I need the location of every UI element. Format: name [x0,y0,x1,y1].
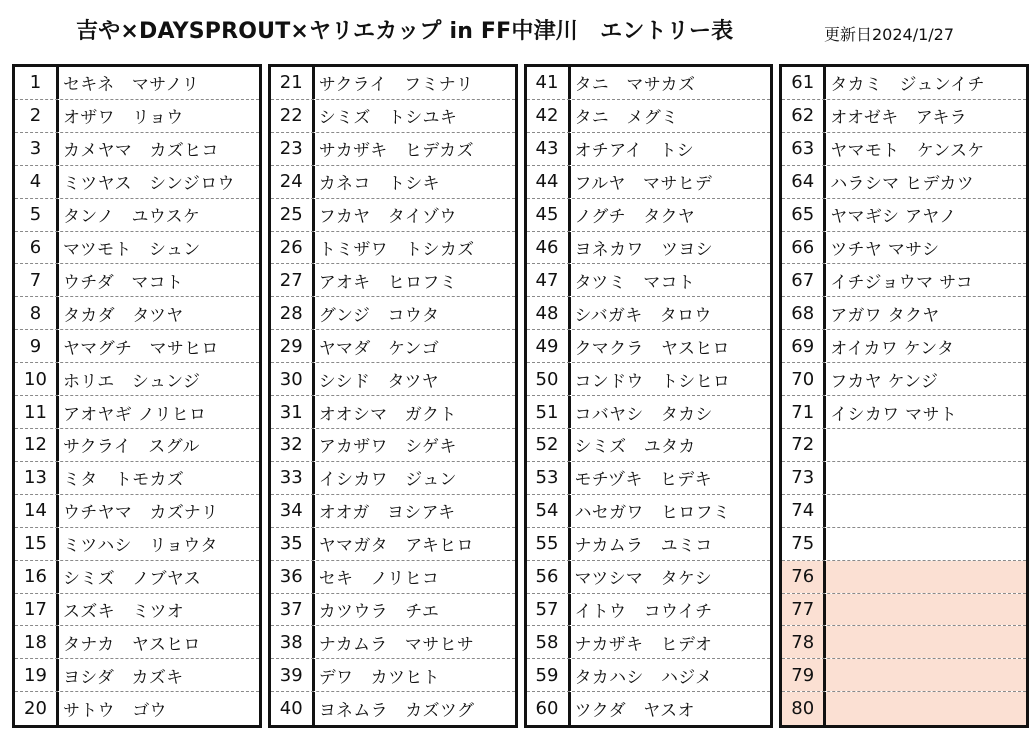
entry-row [782,396,1026,429]
entry-number: 13 [15,462,59,494]
entry-row [271,626,515,659]
entry-name: フカヤ タイゾウ [318,207,457,228]
entry-number: 54 [527,495,571,527]
entry-name: ホリエ シュンジ [63,371,201,392]
entry-row [15,528,259,561]
entry-name: オオシマ ガクト [318,404,457,425]
entry-name: カメヤマ カズヒコ [63,141,219,162]
entry-row [271,528,515,561]
entry-row [271,429,515,462]
entry-number: 27 [271,264,315,296]
entry-row [782,166,1026,199]
entry-row [527,594,771,627]
entry-name: マツシマ タケシ [574,569,713,590]
entry-name: サクライ スグル [63,437,200,458]
entry-row [15,330,259,363]
entry-number: 4 [15,166,59,198]
entry-row [527,166,771,199]
entry-number: 79 [782,659,826,691]
entry-row [271,199,515,232]
entry-row [271,692,515,725]
entry-name: アカザワ シゲキ [318,437,457,458]
entry-number: 57 [527,594,571,626]
entry-number: 10 [15,363,59,395]
entry-name: フカヤ ケンジ [830,371,939,392]
entry-name: シバガキ タロウ [574,305,712,326]
page-header [0,0,1035,64]
entry-number: 62 [782,100,826,132]
entry-row [782,363,1026,396]
entry-number: 41 [527,67,571,99]
entry-column-1 [12,64,262,728]
entry-row [782,133,1026,166]
entry-name: セキ ノリヒコ [318,569,440,590]
entry-name: サトウ ゴウ [63,701,167,722]
entry-name [826,429,1026,461]
entry-number: 15 [15,528,59,560]
entry-row [15,297,259,330]
entry-name: ナカムラ ユミコ [574,536,713,557]
entry-number: 35 [271,528,315,560]
entry-number: 55 [527,528,571,560]
entry-number: 25 [271,199,315,231]
entry-row [782,199,1026,232]
entry-row [271,363,515,396]
entry-row [271,166,515,199]
entry-row [15,363,259,396]
entry-row [527,67,771,100]
entry-name [826,626,1026,658]
entry-number: 77 [782,594,826,626]
entry-row [527,232,771,265]
entry-name: コバヤシ タカシ [574,404,713,425]
entry-row [15,561,259,594]
entry-row [271,67,515,100]
entry-name: シミズ トシユキ [318,108,458,129]
entry-row [527,659,771,692]
entry-number: 39 [271,659,315,691]
entry-row [782,692,1026,725]
entry-row [271,100,515,133]
entry-row [15,462,259,495]
entry-row [271,561,515,594]
entry-number: 1 [15,67,59,99]
entry-row [527,199,771,232]
entry-number: 71 [782,396,826,428]
entry-name [826,594,1026,626]
entry-number: 36 [271,561,315,593]
entry-number: 17 [15,594,59,626]
entry-name: カネコ トシキ [318,174,440,195]
entry-row [527,429,771,462]
entry-number: 33 [271,462,315,494]
entry-row [15,199,259,232]
entry-row [15,100,259,133]
entry-name: オオゼキ アキラ [830,108,967,129]
entry-row [15,626,259,659]
entry-number: 40 [271,692,315,725]
entry-row [527,396,771,429]
entry-number: 49 [527,330,571,362]
entry-number: 65 [782,199,826,231]
entry-number: 53 [527,462,571,494]
entry-row [271,330,515,363]
entry-number: 20 [15,692,59,725]
entry-number: 56 [527,561,571,593]
entry-row [15,659,259,692]
entry-name: セキネ マサノリ [63,75,200,96]
entry-name: シミズ ユタカ [574,437,696,458]
entry-number: 28 [271,297,315,329]
entry-name [826,659,1026,691]
entry-row [782,297,1026,330]
entry-row [271,297,515,330]
entry-number: 64 [782,166,826,198]
entry-name: ウチダ マコト [63,272,184,293]
entry-number: 31 [271,396,315,428]
entry-name: アオヤギ ノリヒロ [63,404,207,425]
entry-row [527,363,771,396]
entry-row [271,594,515,627]
entry-name: デワ カツヒト [318,667,440,688]
page-title: 吉や×DAYSPROUT×ヤリエカップ in FF中津川 エントリー表 [76,19,734,44]
entry-row [527,133,771,166]
entry-number: 60 [527,692,571,725]
entry-number: 34 [271,495,315,527]
entry-number: 30 [271,363,315,395]
entry-name: ハセガワ ヒロフミ [574,503,731,524]
entry-number: 68 [782,297,826,329]
entry-number: 44 [527,166,571,198]
entry-number: 18 [15,626,59,658]
entry-column-4 [779,64,1029,728]
entry-row [782,528,1026,561]
entry-number: 23 [271,133,315,165]
entry-row [527,100,771,133]
updated-date: 更新日2024/1/27 [824,25,955,44]
entry-row [15,396,259,429]
entry-name: シシド タツヤ [318,371,439,392]
entry-name: ヤマモト ケンスケ [830,141,985,162]
entry-name: サクライ フミナリ [318,75,474,96]
entry-name [826,692,1026,725]
entry-row [271,264,515,297]
entry-number: 61 [782,67,826,99]
entry-row [782,330,1026,363]
entry-number: 46 [527,232,571,264]
entry-name: イシカワ マサト [830,404,958,425]
entry-row [782,495,1026,528]
entry-name: タニ マサカズ [574,75,696,96]
entry-row [527,495,771,528]
entry-row [782,67,1026,100]
entry-number: 43 [527,133,571,165]
entry-table [12,64,1029,728]
entry-number: 51 [527,396,571,428]
entry-row [271,232,515,265]
entry-name: タナカ ヤスヒロ [63,634,201,655]
entry-number: 76 [782,561,826,593]
entry-name [826,561,1026,593]
entry-row [527,626,771,659]
entry-row [15,232,259,265]
entry-row [15,67,259,100]
entry-name: イシカワ ジュン [318,470,457,491]
entry-number: 80 [782,692,826,725]
entry-name: ナカザキ ヒデオ [574,634,713,655]
entry-row [782,594,1026,627]
entry-name [826,528,1026,560]
entry-name: マツモト シュン [63,239,201,260]
entry-number: 32 [271,429,315,461]
entry-name: アオキ ヒロフミ [318,272,457,293]
entry-number: 12 [15,429,59,461]
entry-number: 67 [782,264,826,296]
entry-number: 42 [527,100,571,132]
entry-name: フルヤ マサヒデ [574,174,713,195]
entry-row [15,133,259,166]
entry-number: 9 [15,330,59,362]
entry-number: 22 [271,100,315,132]
entry-number: 75 [782,528,826,560]
entry-number: 5 [15,199,59,231]
entry-number: 14 [15,495,59,527]
entry-name: トミザワ トシカズ [318,239,475,260]
entry-name: カツウラ チエ [318,601,440,622]
entry-row [782,100,1026,133]
entry-name: アガワ タクヤ [830,305,940,326]
entry-name: ミツヤス シンジロウ [63,174,235,195]
entry-name: タツミ マコト [574,272,696,293]
entry-name: タニ メグミ [574,108,679,129]
entry-row [271,462,515,495]
entry-name: タンノ ユウスケ [63,207,201,228]
entry-row [15,166,259,199]
entry-name: ツチヤ マサシ [830,239,940,260]
entry-name: ヨネカワ ツヨシ [574,239,713,260]
entry-name: クマクラ ヤスヒロ [574,338,730,359]
entry-row [527,297,771,330]
entry-name: サカザキ ヒデカズ [318,141,474,162]
entry-number: 52 [527,429,571,461]
entry-row [271,659,515,692]
entry-number: 66 [782,232,826,264]
entry-row [782,232,1026,265]
entry-row [527,264,771,297]
entry-name: オチアイ トシ [574,141,695,162]
entry-name: ヤマガタ アキヒロ [318,536,474,557]
entry-name: ハラシマ ヒデカツ [830,174,975,195]
entry-name: スズキ ミツオ [63,601,185,622]
entry-number: 50 [527,363,571,395]
entry-name: ヤマダ ケンゴ [318,338,439,359]
entry-number: 11 [15,396,59,428]
entry-name: グンジ コウタ [318,305,440,326]
entry-row [782,429,1026,462]
entry-number: 2 [15,100,59,132]
entry-name: タカハシ ハジメ [574,667,713,688]
entry-name: ヤマギシ アヤノ [830,207,957,228]
entry-number: 74 [782,495,826,527]
entry-number: 72 [782,429,826,461]
entry-number: 48 [527,297,571,329]
entry-name [826,462,1026,494]
entry-number: 16 [15,561,59,593]
entry-name: オザワ リョウ [63,108,184,129]
entry-number: 6 [15,232,59,264]
entry-row [782,659,1026,692]
entry-number: 63 [782,133,826,165]
entry-number: 59 [527,659,571,691]
entry-row [782,264,1026,297]
entry-number: 37 [271,594,315,626]
entry-name: コンドウ トシヒロ [574,371,731,392]
entry-number: 7 [15,264,59,296]
entry-number: 19 [15,659,59,691]
entry-row [271,396,515,429]
entry-column-2 [268,64,518,728]
entry-row [527,528,771,561]
entry-name: タカダ タツヤ [63,305,184,326]
entry-row [15,692,259,725]
entry-row [15,594,259,627]
entry-number: 73 [782,462,826,494]
entry-row [527,692,771,725]
entry-row [15,495,259,528]
entry-name: ナカムラ マサヒサ [318,634,475,655]
entry-name: イチジョウマ サコ [830,272,973,293]
entry-name: ミタ トモカズ [63,470,185,491]
entry-number: 26 [271,232,315,264]
entry-name: ヤマグチ マサヒロ [63,338,219,359]
entry-name: タカミ ジュンイチ [830,75,985,96]
entry-number: 8 [15,297,59,329]
entry-row [271,133,515,166]
entry-row [782,561,1026,594]
entry-number: 21 [271,67,315,99]
entry-number: 24 [271,166,315,198]
entry-row [527,561,771,594]
entry-number: 29 [271,330,315,362]
entry-row [782,462,1026,495]
entry-row [782,626,1026,659]
entry-number: 3 [15,133,59,165]
entry-number: 69 [782,330,826,362]
entry-name: ヨシダ カズキ [63,667,184,688]
entry-number: 38 [271,626,315,658]
entry-name: モチヅキ ヒデキ [574,470,712,491]
entry-row [271,495,515,528]
entry-number: 45 [527,199,571,231]
entry-name: シミズ ノブヤス [63,569,202,590]
entry-row [527,462,771,495]
entry-name: イトウ コウイチ [574,601,713,622]
entry-row [527,330,771,363]
entry-number: 47 [527,264,571,296]
entry-name: ツクダ ヤスオ [574,701,695,722]
entry-number: 58 [527,626,571,658]
entry-name: ウチヤマ カズナリ [63,503,219,524]
entry-name: ヨネムラ カズツグ [318,701,475,722]
entry-number: 78 [782,626,826,658]
entry-row [15,429,259,462]
entry-row [15,264,259,297]
entry-name: ノグチ タクヤ [574,207,696,228]
entry-name [826,495,1026,527]
entry-name: ミツハシ リョウタ [63,536,218,557]
entry-number: 70 [782,363,826,395]
entry-name: オオガ ヨシアキ [318,503,456,524]
entry-column-3 [524,64,774,728]
entry-name: オイカワ ケンタ [830,338,955,359]
